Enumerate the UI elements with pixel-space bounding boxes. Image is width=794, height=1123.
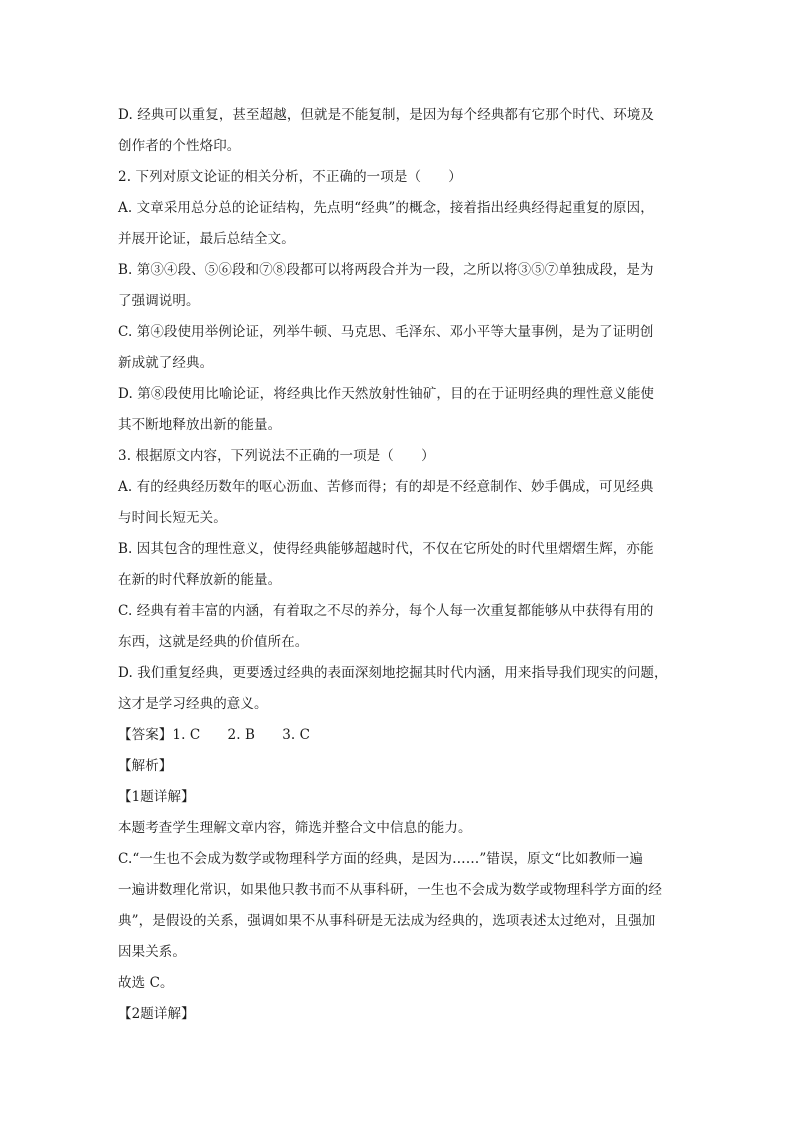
q3-option-d-line-2: 这才是学习经典的意义。 — [118, 696, 268, 712]
q3-option-d-line-1: D. 我们重复经典，更要透过经典的表面深刻地挖掘其时代内涵，用来指导我们现实的问题， — [118, 665, 668, 681]
q1-detail-line-5: 因果关系。 — [118, 944, 186, 960]
question-2-stem: 2. 下列对原文论证的相关分析，不正确的一项是（ ） — [118, 169, 462, 185]
q2-option-c-line-2: 新成就了经典。 — [118, 355, 214, 371]
q2-option-b-line-1: B. 第③④段、⑤⑥段和⑦⑧段都可以将两段合并为一段，之所以将③⑤⑦单独成段，是为 — [118, 262, 654, 278]
document-body — [118, 100, 678, 1030]
q2-option-b-line-2: 了强调说明。 — [118, 293, 200, 309]
option-d-line-1: D. 经典可以重复，甚至超越，但就是不能复制，是因为每个经典都有它那个时代、环境及 — [118, 107, 655, 123]
analysis-heading: 【解析】 — [118, 758, 173, 774]
q3-option-c-line-2: 东西，这就是经典的价值所在。 — [118, 634, 309, 650]
q1-detail-line-4: 典”，是假设的关系，强调如果不从事科研是无法成为经典的，选项表述太过绝对，且强加 — [118, 913, 656, 929]
q1-detail-line-3: 一遍讲数理化常识，如果他只教书而不从事科研，一生也不会成为数学或物理科学方面的经 — [118, 882, 662, 898]
q1-detail-line-2: C.“一生也不会成为数学或物理科学方面的经典，是因为……”错误，原文“比如教师一遍 — [118, 851, 643, 867]
q1-detail-heading: 【1题详解】 — [118, 789, 195, 805]
q2-option-a-line-2: 并展开论证，最后总结全文。 — [118, 231, 295, 247]
q1-conclusion: 故选 C。 — [118, 975, 174, 991]
q3-option-a-line-2: 与时间长短无关。 — [118, 510, 227, 526]
q2-option-d-line-2: 其不断地释放出新的能量。 — [118, 417, 282, 433]
answer-line: 【答案】1. C 2. B 3. C — [118, 727, 311, 743]
q1-detail-line-1: 本题考查学生理解文章内容，筛选并整合文中信息的能力。 — [118, 820, 472, 836]
q3-option-c-line-1: C. 经典有着丰富的内涵，有着取之不尽的养分，每个人每一次重复都能够从中获得有用的 — [118, 603, 654, 619]
q2-option-d-line-1: D. 第⑧段使用比喻论证，将经典比作天然放射性铀矿，目的在于证明经典的理性意义能使 — [118, 386, 655, 402]
q2-detail-heading: 【2题详解】 — [118, 1006, 195, 1022]
q2-option-a-line-1: A. 文章采用总分总的论证结构，先点明“经典”的概念，接着指出经典经得起重复的原因， — [118, 200, 654, 216]
question-3-stem: 3. 根据原文内容，下列说法不正确的一项是（ ） — [118, 448, 435, 464]
option-d-line-2: 创作者的个性烙印。 — [118, 138, 241, 154]
q3-option-b-line-1: B. 因其包含的理性意义，使得经典能够超越时代，不仅在它所处的时代里熠熠生辉，亦能 — [118, 541, 654, 557]
q3-option-a-line-1: A. 有的经典经历数年的呕心沥血、苦修而得；有的却是不经意制作、妙手偶成，可见经典 — [118, 479, 654, 495]
q3-option-b-line-2: 在新的时代释放新的能量。 — [118, 572, 282, 588]
q2-option-c-line-1: C. 第④段使用举例论证，列举牛顿、马克思、毛泽东、邓小平等大量事例，是为了证明创 — [118, 324, 654, 340]
